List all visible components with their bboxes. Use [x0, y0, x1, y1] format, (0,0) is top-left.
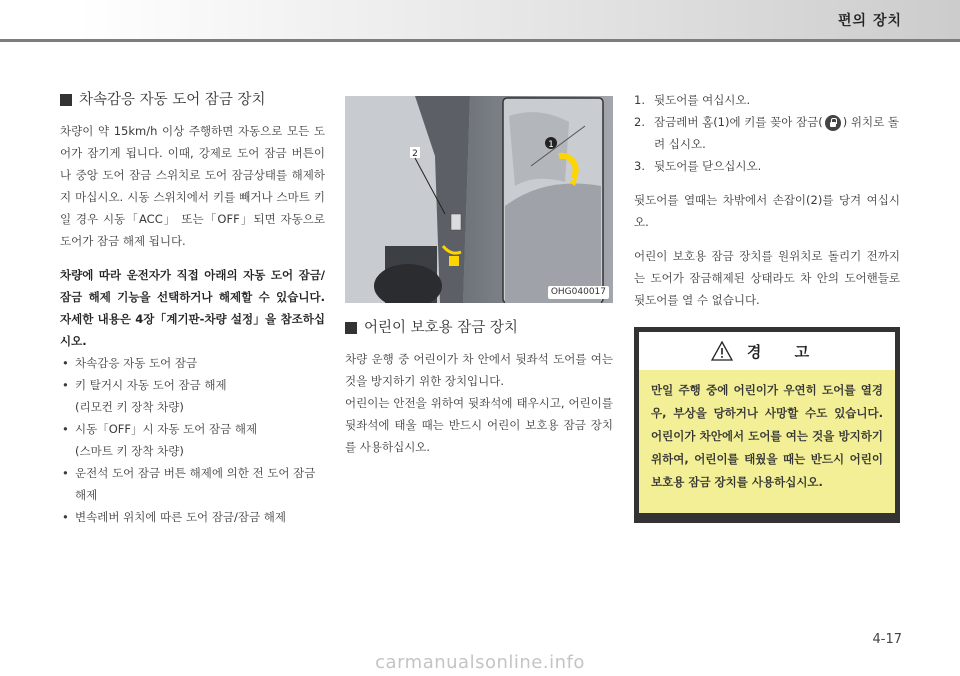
- heading-square-icon: [345, 322, 357, 334]
- child-lock-photo: [345, 96, 613, 303]
- child-lock-paragraph-2: 어린이는 안전을 위하여 뒷좌석에 태우시고, 어린이를 뒷좌석에 태울 때는 반드시 어린이 보호용 잠금 장치를 사용하십시오.: [345, 396, 613, 454]
- lock-reset-paragraph: 어린이 보호용 잠금 장치를 원위치로 돌리기 전까지는 도어가 잠금해제된 상태라도 차 안의 도어핸들로 뒷도어를 열 수 없습니다.: [634, 249, 900, 307]
- list-item-text: 운전석 도어 잠금 버튼 해제에 의한 전 도어 잠금: [75, 466, 316, 480]
- step-item: [634, 111, 900, 155]
- speed-lock-paragraph: 차량이 약 15km/h 이상 주행하면 자동으로 모든 도어가 잠기게 됩니다. 이때, 강제로 도어 잠금 버튼이나 중앙 도어 잠금 스위치로 도어 잠금상태를 해제하지 마십시오. 시동 스위치에서 키를 빼거나 스마트 키 일 경우 시동「ACC」 또는「OFF」되면 자동으로 도어가 잠금 해제 됩니다.: [60, 124, 325, 248]
- left-column: [60, 88, 325, 528]
- warning-header: [639, 332, 895, 370]
- warning-body: 만일 주행 중에 어린이가 우연히 도어를 열경우, 부상을 당하거나 사망할 수도 있습니다. 어린이가 차안에서 도어를 여는 것을 방지하기 위하여, 어린이를 태웠을 때는 반드시 어린이 보호용 잠금 장치를 사용하십시오.: [639, 370, 895, 513]
- step-item: [634, 155, 900, 177]
- settings-note-paragraph: 차량에 따라 운전자가 직접 아래의 자동 도어 잠금/잠금 해제 기능을 선택하거나 해제할 수 있습니다. 자세한 내용은 4장「계기판-차량 설정」을 참조하십시오.: [60, 268, 325, 348]
- step-text: 뒷도어를 닫으십시오.: [654, 159, 762, 173]
- page-number: 4-17: [872, 632, 902, 647]
- list-item-subtext: (스마트 키 장착 차량): [75, 444, 184, 458]
- feature-list: [60, 352, 325, 528]
- warning-triangle-icon: [711, 341, 733, 361]
- list-item-text: 시동「OFF」시 자동 도어 잠금 해제: [75, 422, 258, 436]
- child-lock-paragraph-1: 차량 운행 중 어린이가 차 안에서 뒷좌석 도어를 여는 것을 방지하기 위한 장치입니다.: [345, 352, 613, 388]
- right-column: [634, 89, 900, 311]
- list-item: [60, 462, 325, 506]
- list-item-subtext: 해제: [75, 488, 98, 502]
- warning-title: 경 고: [746, 342, 824, 361]
- list-item: [60, 506, 325, 528]
- heading-square-icon: [60, 94, 72, 106]
- step-item: [634, 89, 900, 111]
- procedure-steps: [634, 89, 900, 177]
- watermark: carmanualsonline.info: [375, 652, 585, 673]
- open-door-paragraph: 뒷도어를 열때는 차밖에서 손잡이(2)를 당겨 여십시오.: [634, 193, 900, 229]
- header-band: [0, 0, 960, 46]
- list-item-text: 변속레버 위치에 따른 도어 잠금/잠금 해제: [75, 510, 287, 524]
- child-lock-heading-text: 어린이 보호용 잠금 장치: [364, 320, 518, 336]
- child-lock-heading: [345, 316, 613, 340]
- list-item-text: 차속감응 자동 도어 잠금: [75, 356, 198, 370]
- step-text: 뒷도어를 여십시오.: [654, 93, 751, 107]
- header-gradient: [0, 0, 960, 39]
- lock-icon: [825, 115, 841, 131]
- warning-box: [634, 327, 900, 523]
- middle-column: [345, 96, 613, 458]
- speed-lock-heading: [60, 88, 325, 112]
- image-code-label: OHG040017: [548, 286, 609, 299]
- car-door-illustration: [345, 96, 613, 303]
- section-title: 편의 장치: [838, 13, 902, 29]
- step-number: 1.: [634, 93, 645, 107]
- step-text-part-b: ) 위치로 돌려 십시오.: [654, 115, 899, 151]
- step-text-part-a: 잠금레버 홈(1)에 키를 꽂아 잠금(: [654, 115, 823, 129]
- header-rule: [0, 39, 960, 42]
- list-item-text: 키 탈거시 자동 도어 잠금 해제: [75, 378, 227, 392]
- list-item: [60, 352, 325, 374]
- speed-lock-heading-text: 차속감응 자동 도어 잠금 장치: [79, 92, 266, 108]
- callout-2-label: 2: [412, 149, 418, 159]
- step-number: 3.: [634, 159, 645, 173]
- list-item: [60, 418, 325, 462]
- list-item-subtext: (리모컨 키 장착 차량): [75, 400, 184, 414]
- list-item: [60, 374, 325, 418]
- callout-1-label: 1: [548, 140, 554, 150]
- step-number: 2.: [634, 115, 645, 129]
